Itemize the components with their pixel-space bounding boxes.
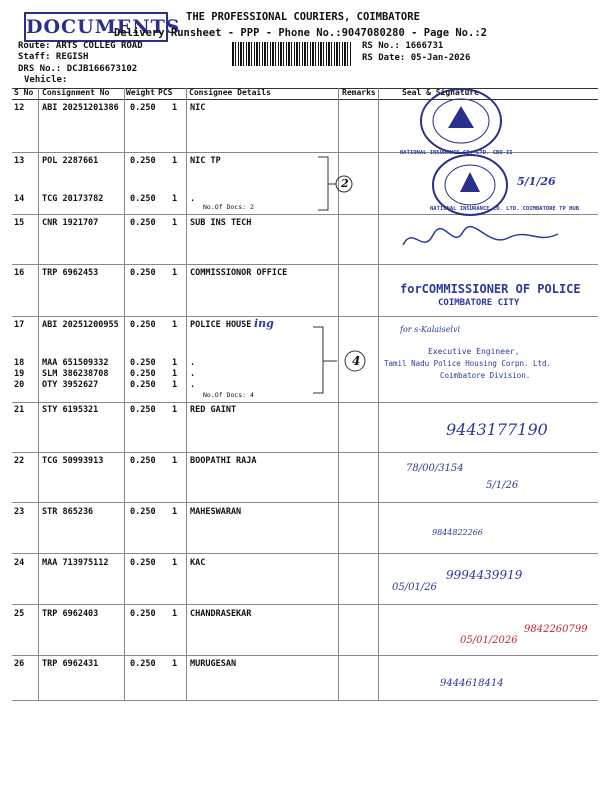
row-consignee: . <box>190 358 196 368</box>
row-pcs: 1 <box>172 320 178 330</box>
row-weight: 0.250 <box>130 558 156 568</box>
row-consignee: . <box>190 194 196 204</box>
row-consignee: KAC <box>190 558 206 568</box>
red-gaint-phone: 9443177190 <box>446 420 548 439</box>
row-consignee: NIC TP <box>190 156 221 166</box>
drs-number: DRS No.: DCJB166673102 <box>18 64 138 74</box>
row-pcs: 1 <box>172 103 178 113</box>
row-consignment-no: POL 2287661 <box>42 156 99 166</box>
docs-count-note: No.Of Docs: 2 <box>203 203 254 211</box>
row-weight: 0.250 <box>130 380 156 390</box>
row-weight: 0.250 <box>130 609 156 619</box>
row-weight: 0.250 <box>130 456 156 466</box>
row-sno: 25 <box>14 609 25 619</box>
col-consignment: Consignment No <box>42 88 110 97</box>
docs-count-note: No.Of Docs: 4 <box>203 391 254 399</box>
row-consignee: . <box>190 380 196 390</box>
police-housing-line3: Coimbatore Division. <box>440 371 531 380</box>
row-consignee: MURUGESAN <box>190 659 237 669</box>
row-consignee: POLICE HOUSE <box>190 320 252 330</box>
police-housing-line1: Executive Engineer, <box>428 347 520 356</box>
row-consignment-no: TRP 6962453 <box>42 268 99 278</box>
row-sno: 23 <box>14 507 25 517</box>
row-pcs: 1 <box>172 405 178 415</box>
police-housing-line2: Tamil Nadu Police Housing Corpn. Ltd. <box>384 359 552 368</box>
row-sno: 26 <box>14 659 25 669</box>
row-sno: 21 <box>14 405 25 415</box>
row-sno: 18 <box>14 358 25 368</box>
signature-scribble <box>398 220 568 260</box>
row-consignee: CHANDRASEKAR <box>190 609 252 619</box>
row-sno: 15 <box>14 218 25 228</box>
nic-tp-date: 5/1/26 <box>517 175 556 188</box>
row-consignee: NIC <box>190 103 206 113</box>
documents-stamp: DOCUMENTS <box>24 12 168 42</box>
insurance-tp-seal-text: NATIONAL INSURANCE CO. LTD. COIMBATORE TP HUB <box>430 206 580 212</box>
row-consignee: BOOPATHI RAJA <box>190 456 257 466</box>
row-consignment-no: MAA 713975112 <box>42 558 109 568</box>
row-weight: 0.250 <box>130 268 156 278</box>
police-stamp-line2: COIMBATORE CITY <box>438 298 520 308</box>
row-consignment-no: TCG 20173782 <box>42 194 104 204</box>
kac-phone: 9994439919 <box>446 568 523 582</box>
row-sno: 20 <box>14 380 25 390</box>
row-sno: 19 <box>14 369 25 379</box>
row-consignment-no: OTY 3952627 <box>42 380 99 390</box>
row-sno: 14 <box>14 194 25 204</box>
row-consignment-no: TRP 6962431 <box>42 659 99 669</box>
row-sno: 12 <box>14 103 25 113</box>
row-sno: 17 <box>14 320 25 330</box>
row-consignment-no: ABI 20251200955 <box>42 320 119 330</box>
row-sno: 13 <box>14 156 25 166</box>
col-pcs: PCS <box>158 88 173 97</box>
boopathi-note: 78/00/3154 <box>406 463 464 474</box>
row-weight: 0.250 <box>130 405 156 415</box>
group-bracket <box>310 155 370 215</box>
rs-date: RS Date: 05-Jan-2026 <box>362 53 471 63</box>
row-consignee: MAHESWARAN <box>190 507 242 517</box>
col-remarks: Remarks <box>342 88 376 97</box>
route: Route: ARTS COLLEG ROAD <box>18 41 143 51</box>
col-consignee: Consignee Details <box>189 88 271 97</box>
rs-number: RS No.: 1666731 <box>362 41 444 51</box>
row-pcs: 1 <box>172 609 178 619</box>
col-weight: Weight <box>126 88 155 97</box>
row-consignee: . <box>190 369 196 379</box>
murugesan-note: 9444618414 <box>440 678 504 689</box>
row-weight: 0.250 <box>130 659 156 669</box>
chandrasekar-phone: 9842260799 <box>524 624 588 635</box>
police-house-suffix: ing <box>254 317 274 330</box>
row-consignment-no: CNR 1921707 <box>42 218 99 228</box>
runsheet-subtitle: Delivery Runsheet - PPP - Phone No.:9047080280 - Page No.:2 <box>114 27 487 39</box>
barcode <box>232 42 354 66</box>
row-pcs: 1 <box>172 507 178 517</box>
row-pcs: 1 <box>172 358 178 368</box>
insurance-seal <box>418 86 504 156</box>
row-weight: 0.250 <box>130 103 156 113</box>
row-consignment-no: STY 6195321 <box>42 405 99 415</box>
row-weight: 0.250 <box>130 369 156 379</box>
kac-date: 05/01/26 <box>392 582 437 593</box>
row-weight: 0.250 <box>130 320 156 330</box>
row-consignment-no: TRP 6962403 <box>42 609 99 619</box>
vehicle: Vehicle: <box>24 75 68 85</box>
row-sno: 16 <box>14 268 25 278</box>
row-consignment-no: TCG 50993913 <box>42 456 104 466</box>
insurance-seal-text: NATIONAL INSURANCE CO. LTD. CBO-II <box>400 150 513 156</box>
row-sno: 24 <box>14 558 25 568</box>
company-name: THE PROFESSIONAL COURIERS, COIMBATORE <box>186 11 420 23</box>
row-consignment-no: ABI 20251201386 <box>42 103 119 113</box>
circle-number: 2 <box>341 177 349 190</box>
row-consignee: SUB INS TECH <box>190 218 252 228</box>
col-sno: S No <box>14 88 34 97</box>
row-pcs: 1 <box>172 268 178 278</box>
row-pcs: 1 <box>172 558 178 568</box>
police-housing-for: for s-Kalaiselvi <box>400 325 461 334</box>
row-consignee: COMMISSIONOR OFFICE <box>190 268 288 278</box>
row-consignment-no: STR 865236 <box>42 507 94 517</box>
row-pcs: 1 <box>172 380 178 390</box>
row-weight: 0.250 <box>130 507 156 517</box>
row-consignee: RED GAINT <box>190 405 237 415</box>
circle-number: 4 <box>352 354 361 368</box>
boopathi-date: 5/1/26 <box>486 480 519 491</box>
row-consignment-no: SLM 386238708 <box>42 369 109 379</box>
row-pcs: 1 <box>172 659 178 669</box>
row-weight: 0.250 <box>130 358 156 368</box>
chandrasekar-date: 05/01/2026 <box>460 635 518 646</box>
row-weight: 0.250 <box>130 218 156 228</box>
row-sno: 22 <box>14 456 25 466</box>
row-pcs: 1 <box>172 194 178 204</box>
row-pcs: 1 <box>172 456 178 466</box>
row-consignment-no: MAA 651509332 <box>42 358 109 368</box>
staff: Staff: REGISH <box>18 52 89 62</box>
row-pcs: 1 <box>172 369 178 379</box>
group-bracket <box>305 323 375 398</box>
row-weight: 0.250 <box>130 156 156 166</box>
row-pcs: 1 <box>172 218 178 228</box>
row-pcs: 1 <box>172 156 178 166</box>
maheswaran-phone: 9844822266 <box>432 528 483 537</box>
row-weight: 0.250 <box>130 194 156 204</box>
col-seal-signature: Seal & Signature <box>402 88 480 97</box>
police-stamp-line1: forCOMMISSIONER OF POLICE <box>400 282 581 296</box>
